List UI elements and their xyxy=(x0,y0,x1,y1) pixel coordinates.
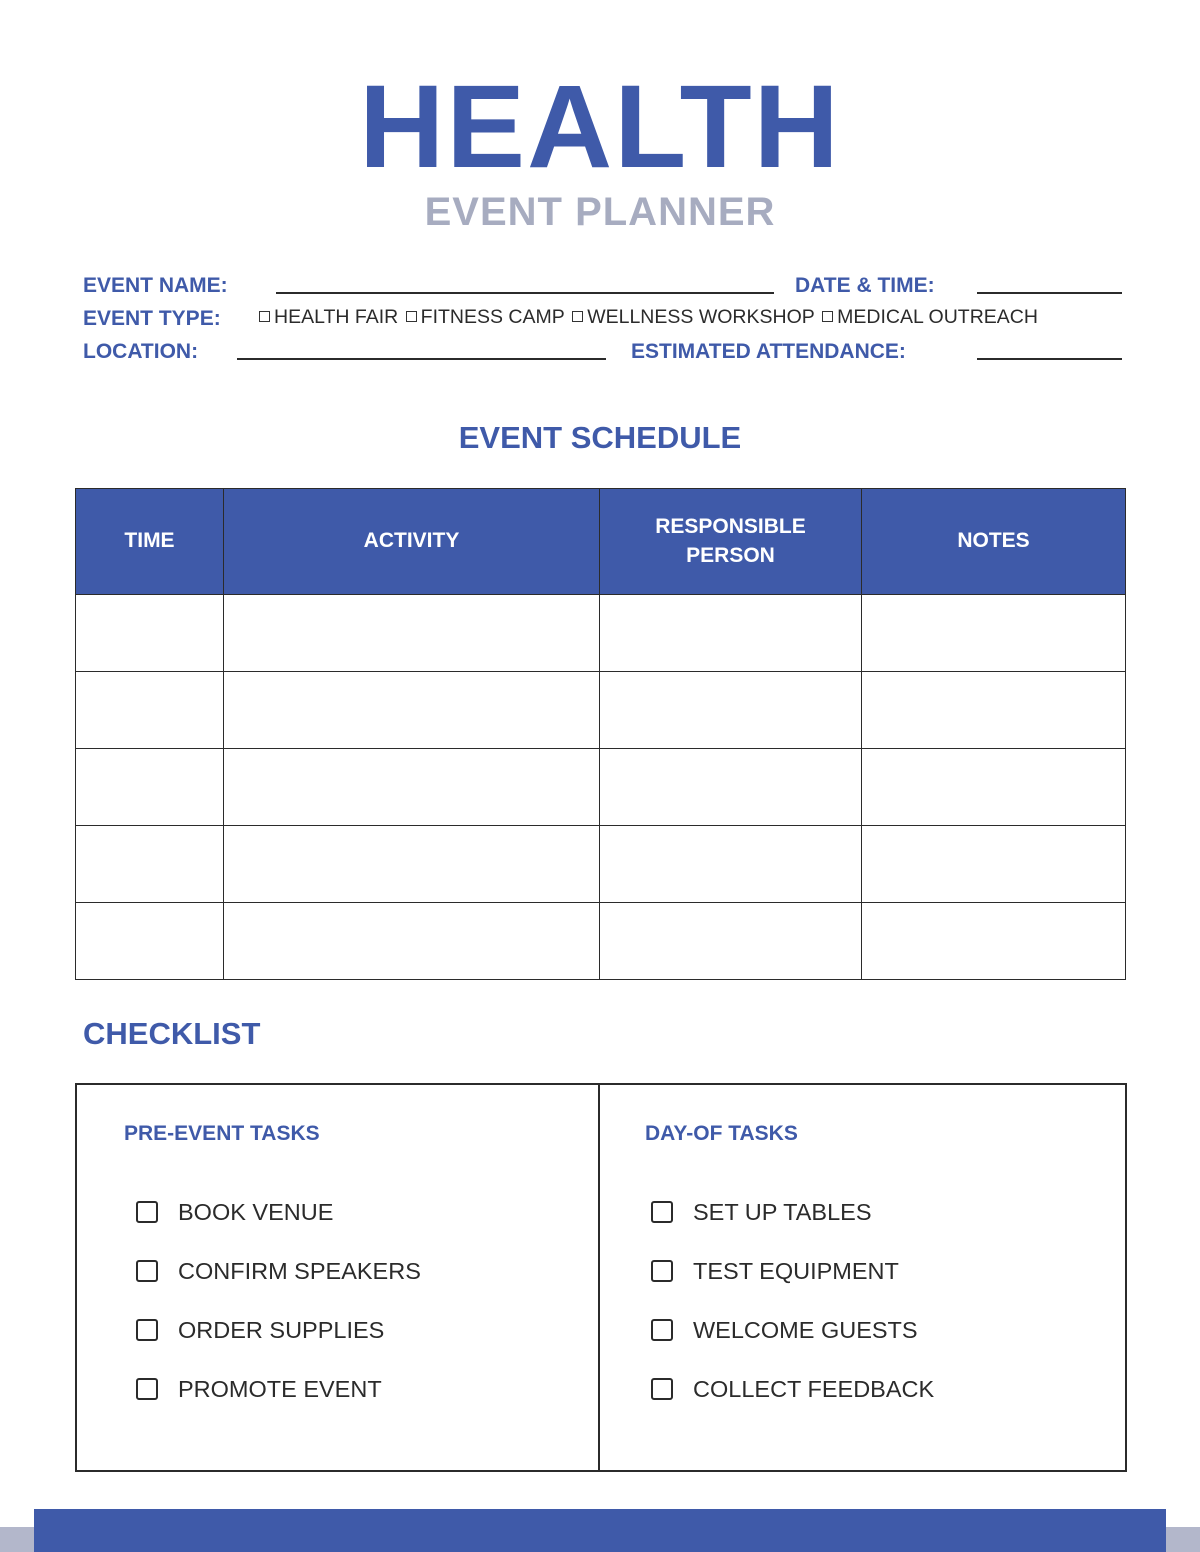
day-of-tasks-title: DAY-OF TASKS xyxy=(645,1122,798,1145)
checkbox-icon xyxy=(572,311,583,322)
checkbox-icon[interactable] xyxy=(651,1201,673,1223)
checkbox-icon xyxy=(259,311,270,322)
notes-cell[interactable] xyxy=(862,595,1126,672)
event-type-label: EVENT TYPE: xyxy=(83,307,221,330)
table-row xyxy=(76,672,1126,749)
event-type-option[interactable] xyxy=(821,306,1038,328)
table-row xyxy=(76,595,1126,672)
table-row xyxy=(76,826,1126,903)
responsible-person-cell[interactable] xyxy=(600,903,862,980)
column-header-activity: ACTIVITY xyxy=(224,489,600,595)
activity-cell[interactable] xyxy=(224,672,600,749)
checkbox-icon[interactable] xyxy=(651,1378,673,1400)
event-type-option-label: WELLNESS WORKSHOP xyxy=(587,306,815,328)
checklist-item-label: WELCOME GUESTS xyxy=(693,1316,918,1343)
footer-accent-left xyxy=(0,1527,34,1552)
checklist-item-label: SET UP TABLES xyxy=(693,1198,872,1225)
checklist-item-label: CONFIRM SPEAKERS xyxy=(178,1257,421,1284)
event-type-option[interactable] xyxy=(258,306,398,328)
schedule-table xyxy=(75,488,1126,980)
column-header-time: TIME xyxy=(76,489,224,595)
checkbox-icon[interactable] xyxy=(651,1260,673,1282)
checklist-item[interactable] xyxy=(136,1197,333,1227)
checkbox-icon[interactable] xyxy=(136,1201,158,1223)
attendance-field[interactable] xyxy=(977,358,1122,360)
checkbox-icon[interactable] xyxy=(136,1319,158,1341)
responsible-person-cell[interactable] xyxy=(600,826,862,903)
location-field[interactable] xyxy=(237,358,606,360)
column-header-responsible-person: RESPONSIBLE PERSON xyxy=(600,489,862,595)
footer-bar xyxy=(34,1509,1166,1552)
checkbox-icon[interactable] xyxy=(136,1260,158,1282)
checklist-title: CHECKLIST xyxy=(83,1016,261,1051)
column-header-notes: NOTES xyxy=(862,489,1126,595)
checklist-item-label: COLLECT FEEDBACK xyxy=(693,1375,935,1402)
event-type-options xyxy=(258,308,1039,328)
time-cell[interactable] xyxy=(76,749,224,826)
time-cell[interactable] xyxy=(76,672,224,749)
event-type-option-label: HEALTH FAIR xyxy=(274,306,399,328)
event-name-field[interactable] xyxy=(276,292,774,294)
table-row xyxy=(76,749,1126,826)
checklist-item[interactable] xyxy=(136,1256,421,1286)
checklist-item[interactable] xyxy=(651,1197,872,1227)
page-subtitle: EVENT PLANNER xyxy=(424,190,776,234)
activity-cell[interactable] xyxy=(224,749,600,826)
activity-cell[interactable] xyxy=(224,595,600,672)
checklist-item-label: TEST EQUIPMENT xyxy=(693,1257,899,1284)
checkbox-icon xyxy=(406,311,417,322)
checkbox-icon[interactable] xyxy=(651,1319,673,1341)
page-title: HEALTH xyxy=(359,61,841,193)
activity-cell[interactable] xyxy=(224,903,600,980)
notes-cell[interactable] xyxy=(862,826,1126,903)
event-type-option[interactable] xyxy=(571,306,815,328)
checkbox-icon xyxy=(822,311,833,322)
checklist-item-label: BOOK VENUE xyxy=(178,1198,334,1225)
notes-cell[interactable] xyxy=(862,672,1126,749)
checklist-panel xyxy=(75,1083,1127,1472)
responsible-person-cell[interactable] xyxy=(600,672,862,749)
time-cell[interactable] xyxy=(76,903,224,980)
responsible-person-cell[interactable] xyxy=(600,749,862,826)
checklist-item[interactable] xyxy=(651,1315,918,1345)
notes-cell[interactable] xyxy=(862,749,1126,826)
time-cell[interactable] xyxy=(76,826,224,903)
event-type-option-label: FITNESS CAMP xyxy=(420,306,565,328)
responsible-person-cell[interactable] xyxy=(600,595,862,672)
schedule-header-row xyxy=(76,489,1126,595)
activity-cell[interactable] xyxy=(224,826,600,903)
event-type-option-label: MEDICAL OUTREACH xyxy=(837,306,1038,328)
event-name-label: EVENT NAME: xyxy=(83,274,228,297)
location-label: LOCATION: xyxy=(83,340,199,363)
checklist-divider xyxy=(598,1085,600,1470)
pre-event-tasks-title: PRE-EVENT TASKS xyxy=(124,1122,320,1145)
table-row xyxy=(76,903,1126,980)
checklist-item-label: ORDER SUPPLIES xyxy=(178,1316,385,1343)
checkbox-icon[interactable] xyxy=(136,1378,158,1400)
checklist-item[interactable] xyxy=(651,1374,934,1404)
time-cell[interactable] xyxy=(76,595,224,672)
date-time-label: DATE & TIME: xyxy=(795,274,935,297)
checklist-item[interactable] xyxy=(651,1256,899,1286)
checklist-item[interactable] xyxy=(136,1315,384,1345)
checklist-item[interactable] xyxy=(136,1374,382,1404)
attendance-label: ESTIMATED ATTENDANCE: xyxy=(631,340,906,363)
checklist-item-label: PROMOTE EVENT xyxy=(178,1375,382,1402)
event-type-option[interactable] xyxy=(405,306,565,328)
schedule-title: EVENT SCHEDULE xyxy=(458,420,742,455)
notes-cell[interactable] xyxy=(862,903,1126,980)
footer-accent-right xyxy=(1166,1527,1200,1552)
date-time-field[interactable] xyxy=(977,292,1122,294)
